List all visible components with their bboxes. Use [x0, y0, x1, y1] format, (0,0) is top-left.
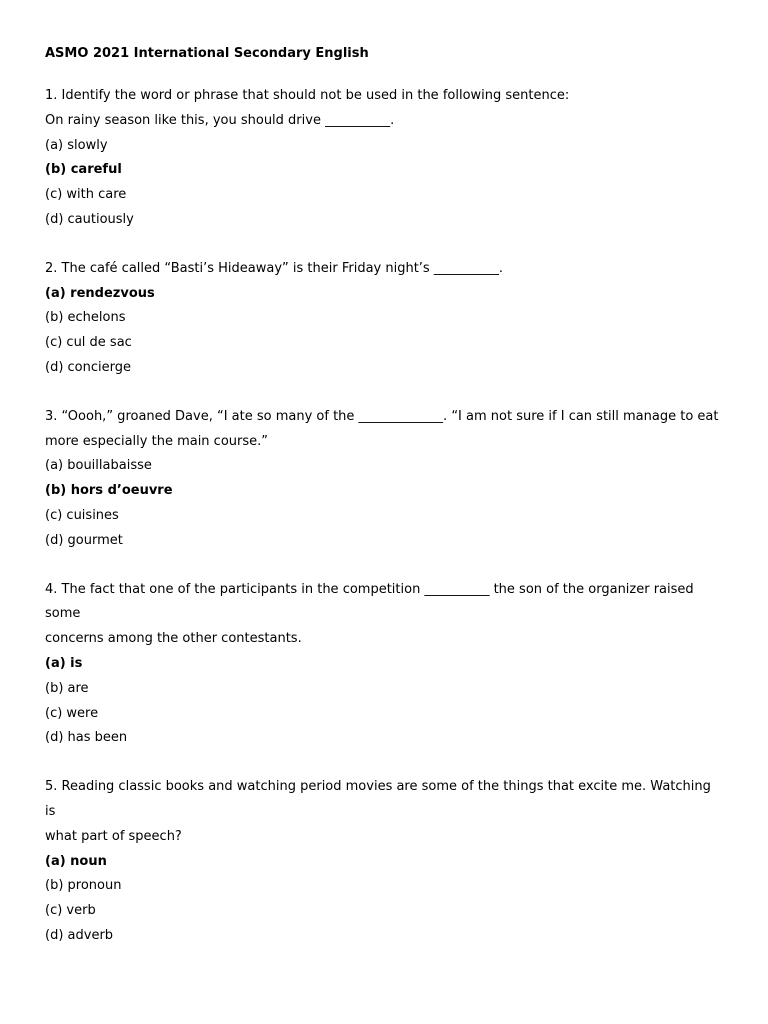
- option: (c) with care: [45, 187, 127, 203]
- question-stem-line: what part of speech?: [45, 828, 182, 844]
- option: (b) echelons: [45, 310, 126, 326]
- question-stem-line: 5. Reading classic books and watching period movies are some of the things that excite me. Watching is: [45, 779, 711, 819]
- option: (c) verb: [45, 903, 96, 919]
- answer-option: (b) careful: [45, 162, 122, 178]
- answer-option: (a) noun: [45, 853, 107, 869]
- question-stem-line: concerns among the other contestants.: [45, 631, 302, 647]
- option: (d) has been: [45, 730, 128, 746]
- question-stem-line: 4. The fact that one of the participants in the competition __________ the son of the organizer raised some: [45, 581, 694, 622]
- option: (c) cuisines: [45, 507, 119, 523]
- option: (c) were: [45, 705, 99, 721]
- option: (a) slowly: [45, 137, 108, 153]
- document-page: [45, 44, 725, 973]
- question-5: [45, 775, 725, 949]
- question-3: [45, 405, 725, 554]
- question-stem-line: 2. The café called “Basti’s Hideaway” is their Friday night’s __________.: [45, 260, 503, 276]
- question-stem-line: 1. Identify the word or phrase that should not be used in the following sentence:: [45, 88, 570, 103]
- answer-option: (b) hors d’oeuvre: [45, 483, 173, 499]
- question-list: [45, 84, 725, 949]
- question-4: [45, 578, 725, 752]
- question-stem-line: 3. “Oooh,” groaned Dave, “I ate so many of the _____________. “I am not sure if I can still manage to eat: [45, 408, 719, 424]
- option: (b) are: [45, 680, 89, 696]
- answer-option: (a) is: [45, 655, 83, 671]
- question-stem-line: On rainy season like this, you should drive __________.: [45, 112, 395, 128]
- question-2: [45, 257, 725, 381]
- option: (d) cautiously: [45, 211, 134, 227]
- option: (d) adverb: [45, 927, 114, 943]
- question-stem-line: more especially the main course.”: [45, 433, 269, 449]
- option: (d) gourmet: [45, 532, 123, 548]
- option: (d) concierge: [45, 359, 131, 375]
- question-1: [45, 84, 725, 233]
- option: (b) pronoun: [45, 878, 122, 894]
- answer-option: (a) rendezvous: [45, 285, 155, 301]
- document-title: ASMO 2021 International Secondary English: [45, 46, 369, 61]
- option: (c) cul de sac: [45, 335, 132, 351]
- option: (a) bouillabaisse: [45, 458, 152, 474]
